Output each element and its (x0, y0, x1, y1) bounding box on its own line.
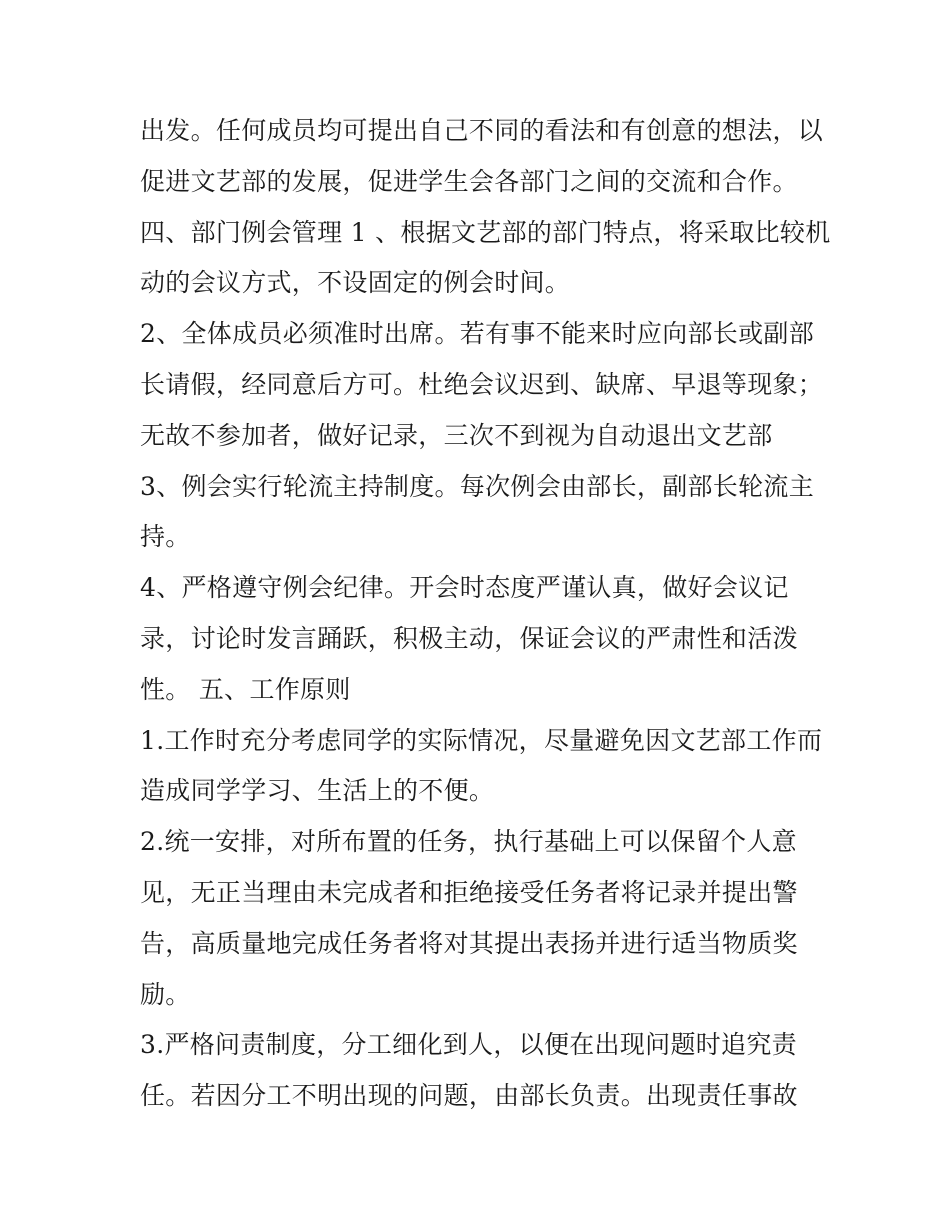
text-line: 见，无正当理由未完成者和拒绝接受任务者将记录并提出警 (140, 877, 798, 907)
text-line: 长请假，经同意后方可。杜绝会议迟到、缺席、早退等现象； (140, 369, 824, 399)
text-line: 告，高质量地完成任务者将对其提出表扬并进行适当物质奖 (140, 928, 798, 958)
document-body (140, 106, 831, 1122)
text-line: 录，讨论时发言踊跃，积极主动，保证会议的严肃性和活泼 (140, 623, 798, 653)
text-line: 3、例会实行轮流主持制度。每次例会由部长，副部长轮流主 (140, 471, 815, 501)
text-line: 动的会议方式，不设固定的例会时间。 (140, 268, 571, 298)
text-line: 性。 五、工作原则 (140, 674, 351, 704)
text-line: 造成同学学习、生活上的不便。 (140, 776, 495, 806)
text-line: 无故不参加者，做好记录，三次不到视为自动退出文艺部 (140, 420, 773, 450)
text-line: 励。 (140, 979, 191, 1009)
text-line: 持。 (140, 522, 191, 552)
text-line: 3.严格问责制度，分工细化到人，以便在出现问题时追究责 (140, 1030, 797, 1060)
text-line: 2.统一安排，对所布置的任务，执行基础上可以保留个人意 (140, 827, 797, 857)
text-line: 四、部门例会管理 1 、根据文艺部的部门特点，将采取比较机 (140, 217, 831, 247)
text-line: 任。若因分工不明出现的问题，由部长负责。出现责任事故 (140, 1081, 798, 1111)
text-line: 促进文艺部的发展，促进学生会各部门之间的交流和合作。 (140, 166, 798, 196)
text-line: 2、全体成员必须准时出席。若有事不能来时应向部长或副部 (140, 319, 815, 349)
text-line: 1.工作时充分考虑同学的实际情况，尽量避免因文艺部工作而 (140, 725, 823, 755)
text-line: 4、严格遵守例会纪律。开会时态度严谨认真，做好会议记 (140, 573, 789, 603)
text-line: 出发。任何成员均可提出自己不同的看法和有创意的想法，以 (140, 116, 824, 145)
